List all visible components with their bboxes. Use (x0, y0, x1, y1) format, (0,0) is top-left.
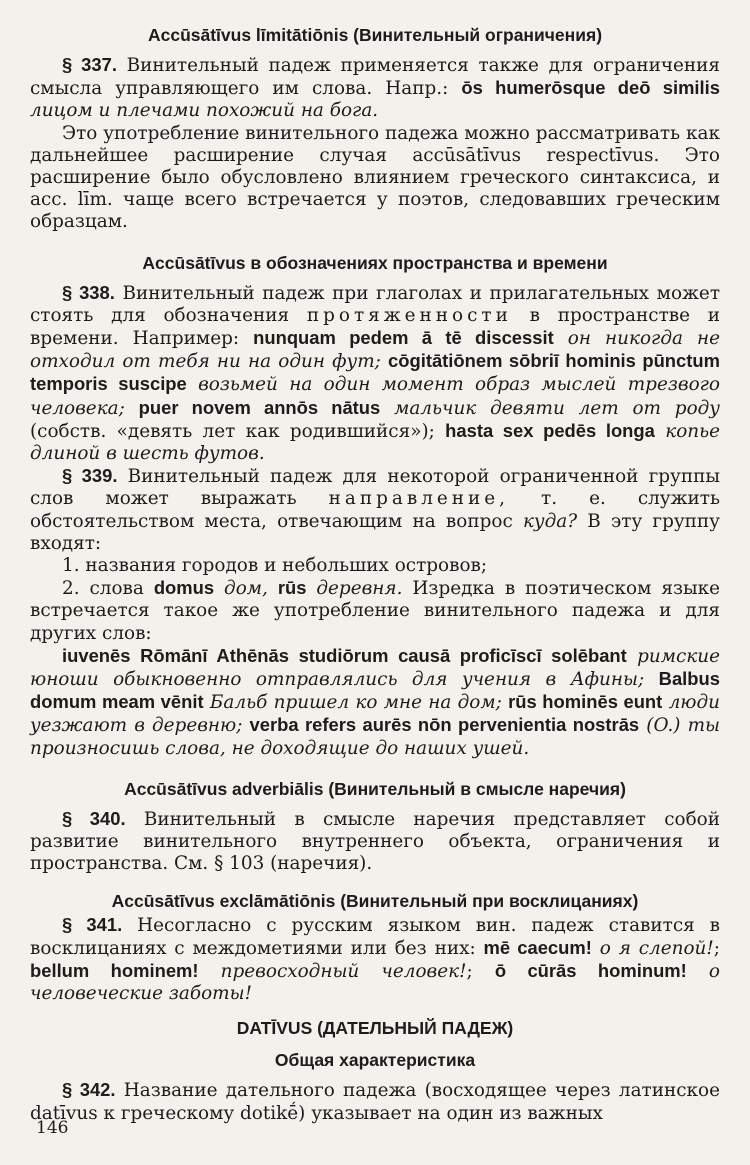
translation: о я слепой! (591, 937, 714, 959)
translation: люди уезжают в деревню; (30, 692, 720, 737)
latin-example: puer novem annōs nātus (138, 396, 381, 418)
paragraph-340: § 340. Винительный в смысле наречия представляет собой развитие винительного внутреннего объекта, ограничения и пространства. См. § 103 (наречия). (30, 807, 720, 875)
section-number: § 338. (62, 281, 115, 303)
paragraph-342: § 342. Название дательного падежа (восходящее через латинское datīvus к греческому dotikḗ) указывает на один из важных (30, 1079, 720, 1124)
translation: (O.) ты произносишь слова, не доходящие до наших ушей. (30, 715, 720, 759)
translation: деревня. (306, 578, 403, 600)
examples-paragraph (30, 645, 720, 760)
translation: о человеческие заботы! (30, 960, 721, 1005)
paragraph-341: § 341. Несогласно с русским языком вин. падеж ставится в восклицаниях с междометиями или без них: mē caecum! о я слепой!; bellum hominem! превосходный человек!; ō cūrās hominum! о человеческие заботы! (30, 913, 721, 1005)
latin-example: cōgitātiōnem sōbriī hominis pūnctum temporis suscipe (30, 350, 720, 395)
section-number: § 339. (62, 465, 118, 487)
latin-example: rūs (277, 577, 307, 599)
latin-example: bellum hominem! (30, 959, 199, 981)
paragraph-338: § 338. Винительный падеж при глаголах и прилагательных может стоять для обозначения протяженности в пространстве и времени. Например: nunquam pedem ā tē discessit он никогда не отходил от тебя ни на один фут; cōgitātiōnem sōbriī hominis pūnctum temporis suscipe возьмей на один момент образ мыслей трезвого человека; puer novem annōs nātus мальчик девяти лет от роду (собств. «девять лет как родившийся»); hasta sex pedēs longa копье длиной в шесть футов. (30, 281, 721, 465)
translation: мальчик девяти лет от роду (380, 397, 720, 419)
heading-dativus: DATĪVUS (ДАТЕЛЬНЫЙ ПАДЕЖ) (236, 1018, 514, 1039)
translation: Бальб пришел ко мне на дом; (203, 692, 502, 714)
translation: он никогда не отходил от тебя ни на один фут; (30, 328, 720, 373)
latin-example: hasta sex pedēs longa (445, 419, 655, 441)
heading-accusativus-limitationis: Accūsātīvus līmitātiōnis (Винительный ограничения) (147, 25, 603, 45)
translation: лицом и плечами похожий на бога. (30, 100, 379, 122)
latin-example: mē caecum! (483, 936, 592, 958)
page-number: 146 (36, 1118, 69, 1138)
translation: возьмей на один момент образ мыслей трезвого человека; (30, 374, 721, 419)
latin-example: ō cūrās hominum! (494, 959, 687, 981)
latin-example: nunquam pedem ā tē discessit (253, 327, 554, 349)
heading-accusativus-exclamationis: Accūsātīvus exclāmātiōnis (Винительный при восклицаниях) (111, 890, 639, 911)
latin-example: Balbus domum meam vēnit (30, 668, 720, 713)
translation: дом, (214, 578, 268, 600)
heading-accusativus-adverbialis: Accūsātīvus adverbiālis (Винительный в смысле наречия) (124, 778, 626, 799)
translation: римские юноши обыкновенно отправлялись для учения в Афины; (30, 645, 720, 691)
paragraph-339: § 339. Винительный падеж для некоторой ограниченной группы слов может выражать направление, т. е. служить обстоятельством места, отвечающим на вопрос куда? В эту группу входят: (30, 465, 721, 554)
section-number: § 340. (62, 807, 126, 829)
translation: копье длиной в шесть футов. (30, 420, 721, 465)
heading-accusativus-space-time: Accūsātīvus в обозначениях пространства и времени (142, 252, 608, 273)
spaced-term: направление, (328, 488, 510, 510)
latin-example: verba refers aurēs nōn pervenientia nostrās (249, 714, 640, 736)
list-item-1: 1. названия городов и небольших островов; (62, 555, 488, 577)
section-number: § 342. (62, 1079, 116, 1101)
paragraph-337: § 337. Винительный падеж применяется также для ограничения смысла управляющего им слова. Напр.: ōs humerōsque deō similis лицом и плечами похожий на бога. (30, 54, 720, 122)
latin-example: ōs humerōsque deō similis (461, 77, 720, 99)
latin-example: domus (153, 577, 215, 599)
translation: превосходный человек! (198, 960, 467, 982)
latin-example: rūs hominēs eunt (508, 691, 663, 713)
latin-example: iuvenēs Rōmānī Athēnās studiōrum causā proficīscī solēbant (62, 644, 627, 666)
paragraph-337-note: Это употребление винительного падежа можно рассматривать как дальнейшее расширение случая accūsātīvus respectīvus. Это расширение было обусловлено влиянием греческого синтаксиса, и acc. līm. чаще всего встречается у поэтов, следовавших греческим образцам. (30, 122, 720, 233)
section-number: § 341. (62, 913, 123, 935)
heading-general-characteristics: Общая характеристика (274, 1050, 476, 1071)
section-number: § 337. (62, 54, 117, 75)
question-word: куда? (522, 510, 578, 532)
spaced-term: протяженности (306, 304, 512, 326)
list-item-2: 2. слова domus дом, rūs деревня. Изредка в поэтическом языке встречается такое же употребление винительного падежа и для других слов: (30, 577, 720, 644)
